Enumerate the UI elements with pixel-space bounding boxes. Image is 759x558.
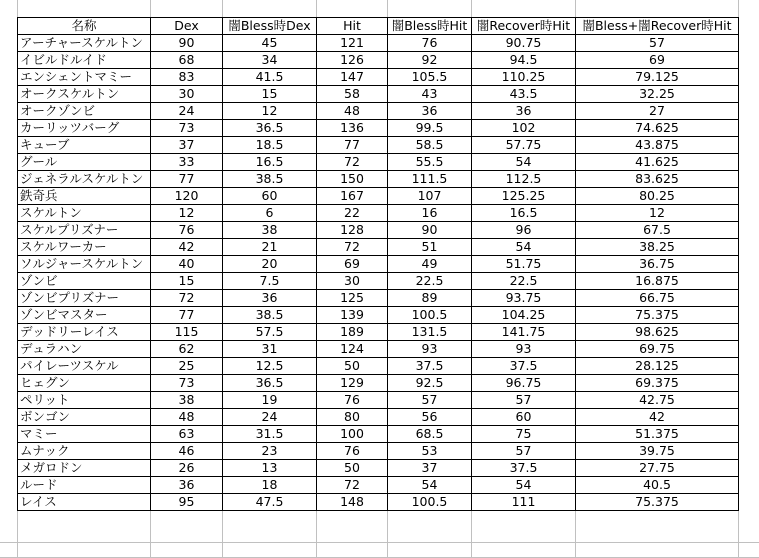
value-cell[interactable]: 120 [151,188,223,205]
value-cell[interactable]: 56 [388,409,472,426]
value-cell[interactable]: 28.125 [576,358,739,375]
value-cell[interactable]: 75.375 [576,307,739,324]
value-cell[interactable]: 57 [472,443,576,460]
value-cell[interactable]: 38 [151,392,223,409]
value-cell[interactable]: 80.25 [576,188,739,205]
value-cell[interactable]: 7.5 [223,273,317,290]
table-row [18,290,739,307]
value-cell[interactable]: 36.5 [223,120,317,137]
table-row [18,324,739,341]
value-cell[interactable]: 37.5 [388,358,472,375]
monster-name-cell[interactable]: 鉄奇兵 [18,188,151,205]
monster-name-cell[interactable]: オークゾンビ [18,103,151,120]
table-row [18,86,739,103]
value-cell[interactable]: 83.625 [576,171,739,188]
value-cell[interactable]: 38.25 [576,239,739,256]
spreadsheet-table [17,17,739,511]
value-cell[interactable]: 40 [151,256,223,273]
value-cell[interactable]: 73 [151,375,223,392]
value-cell[interactable]: 131.5 [388,324,472,341]
value-cell[interactable]: 76 [317,443,388,460]
monster-name-cell[interactable]: ソルジャースケルトン [18,256,151,273]
value-cell[interactable]: 41.5 [223,69,317,86]
value-cell[interactable]: 19 [223,392,317,409]
table-row [18,154,739,171]
value-cell[interactable]: 40.5 [576,477,739,494]
value-cell[interactable]: 42.75 [576,392,739,409]
value-cell[interactable]: 32.25 [576,86,739,103]
table-row [18,375,739,392]
value-cell[interactable]: 76 [151,222,223,239]
value-cell[interactable]: 100.5 [388,307,472,324]
value-cell[interactable]: 33 [151,154,223,171]
value-cell[interactable]: 57.5 [223,324,317,341]
table-row [18,222,739,239]
value-cell[interactable]: 50 [317,460,388,477]
value-cell[interactable]: 93.75 [472,290,576,307]
value-cell[interactable]: 98.625 [576,324,739,341]
value-cell[interactable]: 93 [472,341,576,358]
value-cell[interactable]: 128 [317,222,388,239]
value-cell[interactable]: 89 [388,290,472,307]
monster-name-cell[interactable]: ゾンビマスター [18,307,151,324]
value-cell[interactable]: 36 [151,477,223,494]
header-cell[interactable]: Dex [151,18,223,35]
value-cell[interactable]: 100.5 [388,494,472,511]
value-cell[interactable]: 92.5 [388,375,472,392]
table-row [18,443,739,460]
value-cell[interactable]: 83 [151,69,223,86]
value-cell[interactable]: 6 [223,205,317,222]
value-cell[interactable]: 41.625 [576,154,739,171]
value-cell[interactable]: 54 [472,154,576,171]
value-cell[interactable]: 150 [317,171,388,188]
value-cell[interactable]: 74.625 [576,120,739,137]
monster-name-cell[interactable]: ルード [18,477,151,494]
value-cell[interactable]: 102 [472,120,576,137]
value-cell[interactable]: 107 [388,188,472,205]
value-cell[interactable]: 48 [317,103,388,120]
value-cell[interactable]: 77 [151,171,223,188]
value-cell[interactable]: 68 [151,52,223,69]
value-cell[interactable]: 58.5 [388,137,472,154]
value-cell[interactable]: 43.875 [576,137,739,154]
value-cell[interactable]: 37.5 [472,460,576,477]
value-cell[interactable]: 60 [223,188,317,205]
value-cell[interactable]: 110.25 [472,69,576,86]
table-row [18,341,739,358]
table-row [18,171,739,188]
value-cell[interactable]: 45 [223,35,317,52]
table-row [18,494,739,511]
value-cell[interactable]: 15 [223,86,317,103]
value-cell[interactable]: 30 [317,273,388,290]
value-cell[interactable]: 37.5 [472,358,576,375]
value-cell[interactable]: 125 [317,290,388,307]
value-cell[interactable]: 121 [317,35,388,52]
value-cell[interactable]: 72 [317,477,388,494]
value-cell[interactable]: 31.5 [223,426,317,443]
value-cell[interactable]: 43.5 [472,86,576,103]
value-cell[interactable]: 72 [317,154,388,171]
value-cell[interactable]: 42 [576,409,739,426]
value-cell[interactable]: 69.375 [576,375,739,392]
value-cell[interactable]: 12 [576,205,739,222]
table-row [18,69,739,86]
value-cell[interactable]: 27.75 [576,460,739,477]
table-row [18,409,739,426]
value-cell[interactable]: 18 [223,477,317,494]
table-row [18,392,739,409]
monster-name-cell[interactable]: ボンゴン [18,409,151,426]
value-cell[interactable]: 57 [472,392,576,409]
table-row [18,460,739,477]
header-cell[interactable]: 闇Bless時Hit [388,18,472,35]
value-cell[interactable]: 26 [151,460,223,477]
monster-name-cell[interactable]: マミー [18,426,151,443]
monster-name-cell[interactable]: エンシェントマミー [18,69,151,86]
value-cell[interactable]: 69.75 [576,341,739,358]
value-cell[interactable]: 72 [151,290,223,307]
monster-name-cell[interactable]: ジェネラルスケルトン [18,171,151,188]
value-cell[interactable]: 51.375 [576,426,739,443]
monster-name-cell[interactable]: ゾンビプリズナー [18,290,151,307]
value-cell[interactable]: 141.75 [472,324,576,341]
value-cell[interactable]: 36.75 [576,256,739,273]
value-cell[interactable]: 58 [317,86,388,103]
table-row [18,103,739,120]
value-cell[interactable]: 96 [472,222,576,239]
table-row [18,52,739,69]
value-cell[interactable]: 90 [151,35,223,52]
monster-name-cell[interactable]: デュラハン [18,341,151,358]
value-cell[interactable]: 48 [151,409,223,426]
value-cell[interactable]: 75.375 [576,494,739,511]
value-cell[interactable]: 24 [223,409,317,426]
value-cell[interactable]: 95 [151,494,223,511]
value-cell[interactable]: 12 [223,103,317,120]
value-cell[interactable]: 167 [317,188,388,205]
value-cell[interactable]: 90.75 [472,35,576,52]
value-cell[interactable]: 62 [151,341,223,358]
value-cell[interactable]: 43 [388,86,472,103]
value-cell[interactable]: 46 [151,443,223,460]
value-cell[interactable]: 124 [317,341,388,358]
value-cell[interactable]: 57 [388,392,472,409]
value-cell[interactable]: 77 [151,307,223,324]
value-cell[interactable]: 105.5 [388,69,472,86]
monster-name-cell[interactable]: イビルドルイド [18,52,151,69]
value-cell[interactable]: 12 [151,205,223,222]
value-cell[interactable]: 37 [388,460,472,477]
header-cell[interactable]: 闇Bless時Dex [223,18,317,35]
value-cell[interactable]: 80 [317,409,388,426]
value-cell[interactable]: 76 [317,392,388,409]
value-cell[interactable]: 75 [472,426,576,443]
table-row [18,205,739,222]
value-cell[interactable]: 37 [151,137,223,154]
value-cell[interactable]: 148 [317,494,388,511]
value-cell[interactable]: 136 [317,120,388,137]
value-cell[interactable]: 39.75 [576,443,739,460]
header-cell[interactable]: Hit [317,18,388,35]
monster-name-cell[interactable]: スケルトン [18,205,151,222]
table-row [18,120,739,137]
value-cell[interactable]: 54 [388,477,472,494]
value-cell[interactable]: 100 [317,426,388,443]
table-row [18,256,739,273]
value-cell[interactable]: 53 [388,443,472,460]
value-cell[interactable]: 79.125 [576,69,739,86]
value-cell[interactable]: 22.5 [388,273,472,290]
value-cell[interactable]: 99.5 [388,120,472,137]
value-cell[interactable]: 36 [472,103,576,120]
value-cell[interactable]: 42 [151,239,223,256]
value-cell[interactable]: 24 [151,103,223,120]
value-cell[interactable]: 111.5 [388,171,472,188]
table-row [18,426,739,443]
value-cell[interactable]: 115 [151,324,223,341]
header-cell[interactable]: 闇Recover時Hit [472,18,576,35]
value-cell[interactable]: 49 [388,256,472,273]
header-cell[interactable]: 闇Bless+闇Recover時Hit [576,18,739,35]
value-cell[interactable]: 129 [317,375,388,392]
value-cell[interactable]: 20 [223,256,317,273]
value-cell[interactable]: 36 [388,103,472,120]
value-cell[interactable]: 34 [223,52,317,69]
value-cell[interactable]: 13 [223,460,317,477]
value-cell[interactable]: 139 [317,307,388,324]
value-cell[interactable]: 31 [223,341,317,358]
value-cell[interactable]: 68.5 [388,426,472,443]
value-cell[interactable]: 30 [151,86,223,103]
table-row [18,307,739,324]
value-cell[interactable]: 16.5 [223,154,317,171]
value-cell[interactable]: 63 [151,426,223,443]
value-cell[interactable]: 51 [388,239,472,256]
monster-name-cell[interactable]: スケルプリズナー [18,222,151,239]
monster-name-cell[interactable]: キューブ [18,137,151,154]
value-cell[interactable]: 112.5 [472,171,576,188]
value-cell[interactable]: 22.5 [472,273,576,290]
monster-name-cell[interactable]: アーチャースケルトン [18,35,151,52]
value-cell[interactable]: 147 [317,69,388,86]
value-cell[interactable]: 126 [317,52,388,69]
value-cell[interactable]: 12.5 [223,358,317,375]
value-cell[interactable]: 21 [223,239,317,256]
header-row [18,18,739,35]
value-cell[interactable]: 38.5 [223,171,317,188]
value-cell[interactable]: 69 [317,256,388,273]
value-cell[interactable]: 92 [388,52,472,69]
value-cell[interactable]: 111 [472,494,576,511]
value-cell[interactable]: 16.5 [472,205,576,222]
value-cell[interactable]: 25 [151,358,223,375]
monster-name-cell[interactable]: デッドリーレイス [18,324,151,341]
monster-name-cell[interactable]: ムナック [18,443,151,460]
table-row [18,35,739,52]
value-cell[interactable]: 16 [388,205,472,222]
value-cell[interactable]: 27 [576,103,739,120]
value-cell[interactable]: 66.75 [576,290,739,307]
value-cell[interactable]: 18.5 [223,137,317,154]
monster-name-cell[interactable]: スケルワーカー [18,239,151,256]
monster-name-cell[interactable]: オークスケルトン [18,86,151,103]
monster-name-cell[interactable]: ヒェグン [18,375,151,392]
monster-name-cell[interactable]: パイレーツスケル [18,358,151,375]
monster-name-cell[interactable]: ペリット [18,392,151,409]
table-row [18,239,739,256]
monster-name-cell[interactable]: グール [18,154,151,171]
table-row [18,137,739,154]
value-cell[interactable]: 94.5 [472,52,576,69]
value-cell[interactable]: 96.75 [472,375,576,392]
value-cell[interactable]: 93 [388,341,472,358]
monster-name-cell[interactable]: カーリッツバーグ [18,120,151,137]
value-cell[interactable]: 50 [317,358,388,375]
value-cell[interactable]: 90 [388,222,472,239]
monster-name-cell[interactable]: ゾンビ [18,273,151,290]
value-cell[interactable]: 67.5 [576,222,739,239]
value-cell[interactable]: 73 [151,120,223,137]
value-cell[interactable]: 60 [472,409,576,426]
value-cell[interactable]: 22 [317,205,388,222]
table-row [18,188,739,205]
value-cell[interactable]: 77 [317,137,388,154]
header-cell[interactable]: 名称 [18,18,151,35]
table-row [18,358,739,375]
monster-name-cell[interactable]: レイス [18,494,151,511]
value-cell[interactable]: 47.5 [223,494,317,511]
value-cell[interactable]: 51.75 [472,256,576,273]
table-row [18,477,739,494]
value-cell[interactable]: 38 [223,222,317,239]
value-cell[interactable]: 16.875 [576,273,739,290]
value-cell[interactable]: 23 [223,443,317,460]
value-cell[interactable]: 38.5 [223,307,317,324]
value-cell[interactable]: 104.25 [472,307,576,324]
value-cell[interactable]: 69 [576,52,739,69]
value-cell[interactable]: 125.25 [472,188,576,205]
value-cell[interactable]: 36.5 [223,375,317,392]
monster-name-cell[interactable]: メガロドン [18,460,151,477]
value-cell[interactable]: 36 [223,290,317,307]
value-cell[interactable]: 76 [388,35,472,52]
value-cell[interactable]: 54 [472,239,576,256]
table-row [18,273,739,290]
value-cell[interactable]: 189 [317,324,388,341]
value-cell[interactable]: 55.5 [388,154,472,171]
value-cell[interactable]: 54 [472,477,576,494]
value-cell[interactable]: 57.75 [472,137,576,154]
value-cell[interactable]: 15 [151,273,223,290]
value-cell[interactable]: 72 [317,239,388,256]
value-cell[interactable]: 57 [576,35,739,52]
